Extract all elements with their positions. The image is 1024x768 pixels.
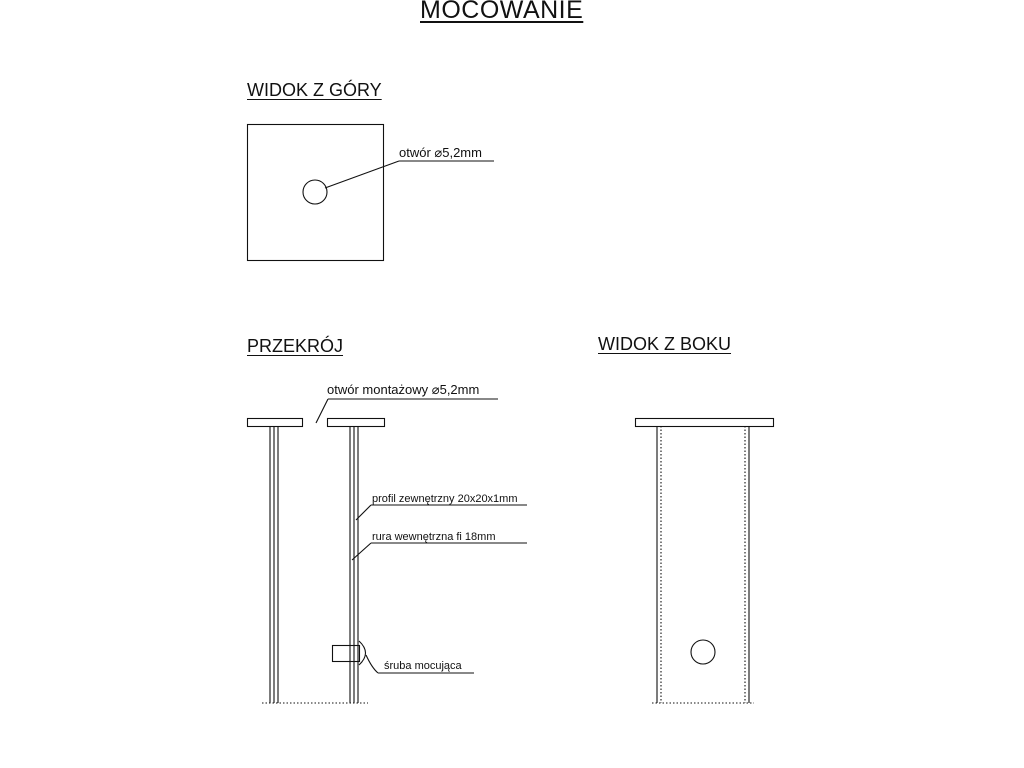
- top-view-heading: WIDOK Z GÓRY: [247, 80, 382, 100]
- section-plate-left: [248, 419, 303, 427]
- inner-tube-leader: [352, 543, 371, 560]
- screw-leader: [366, 655, 378, 673]
- top-view-hole-leader: [325, 161, 399, 188]
- top-view-hole-label: otwór ⌀5,2mm: [399, 145, 482, 160]
- section-plate-right: [328, 419, 385, 427]
- section-screw-shank: [333, 646, 360, 662]
- top-view-hole: [303, 180, 327, 204]
- side-view-hole: [691, 640, 715, 664]
- outer-profile-label: profil zewnętrzny 20x20x1mm: [372, 493, 518, 505]
- section-mount-hole-label: otwór montażowy ⌀5,2mm: [327, 382, 480, 397]
- side-view-plate: [636, 419, 774, 427]
- section-mount-hole-leader: [316, 399, 328, 423]
- screw-label: śruba mocująca: [384, 660, 462, 672]
- top-view-plate: [248, 125, 384, 261]
- page-title: MOCOWANIE: [420, 0, 584, 24]
- inner-tube-label: rura wewnętrzna fi 18mm: [372, 531, 496, 543]
- section-heading: PRZEKRÓJ: [247, 336, 344, 356]
- side-view-heading: WIDOK Z BOKU: [598, 334, 732, 354]
